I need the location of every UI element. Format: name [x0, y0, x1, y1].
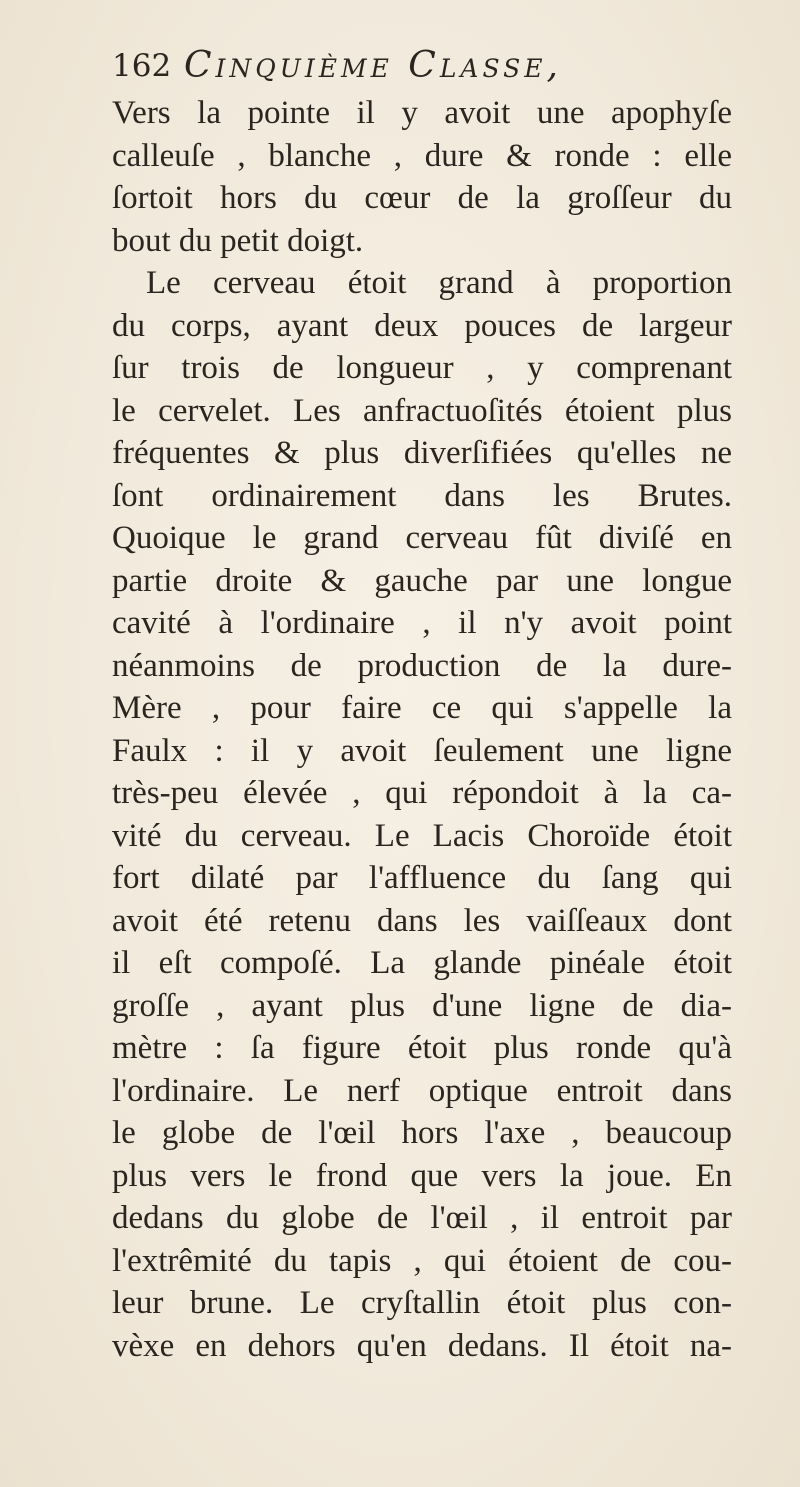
- text-line: il eſt compoſé. La glande pinéale étoit: [112, 945, 732, 981]
- text-line: fréquentes & plus diverſifiées qu'elles ne: [112, 435, 732, 471]
- text-line: vité du cerveau. Le Lacis Choroïde étoit: [112, 817, 732, 854]
- text-line: ſur trois de longueur , y comprenant: [112, 350, 732, 386]
- text-line: mètre : ſa figure étoit plus ronde qu'à: [112, 1030, 732, 1066]
- text-line: ſortoit hors du cœur de la groſſeur du: [112, 180, 732, 216]
- text-line: partie droite & gauche par une longue: [112, 562, 732, 599]
- text-line: Quoique le grand cerveau fût diviſé en: [112, 520, 732, 556]
- body-text: [112, 92, 732, 1367]
- text-line: l'extrêmité du tapis , qui étoient de cou-: [112, 1242, 732, 1279]
- text-line: groſſe , ayant plus d'une ligne de dia-: [112, 987, 732, 1024]
- text-line: avoit été retenu dans les vaiſſeaux dont: [112, 902, 732, 939]
- text-line: néanmoins de production de la dure-: [112, 647, 732, 684]
- text-line: le cervelet. Les anfractuoſités étoient plus: [112, 392, 732, 429]
- text-line: Faulx : il y avoit ſeulement une ligne: [112, 732, 732, 769]
- text-line: dedans du globe de l'œil , il entroit par: [112, 1200, 732, 1236]
- text-line: leur brune. Le cryſtallin étoit plus con-: [112, 1285, 732, 1321]
- text-line: Vers la pointe il y avoit une apophyſe: [112, 95, 732, 131]
- text-line: cavité à l'ordinaire , il n'y avoit point: [112, 605, 732, 641]
- page-number: 162: [112, 48, 172, 84]
- text-line: plus vers le frond que vers la joue. En: [112, 1157, 732, 1194]
- text-line: du corps, ayant deux pouces de largeur: [112, 307, 732, 344]
- text-line: Le cerveau étoit grand à proportion: [146, 265, 732, 301]
- text-line: Mère , pour faire ce qui s'appelle la: [112, 690, 732, 726]
- text-line: l'ordinaire. Le nerf optique entroit dans: [112, 1072, 732, 1109]
- text-line: fort dilaté par l'affluence du ſang qui: [112, 860, 732, 896]
- text-line: très-peu élevée , qui répondoit à la ca-: [112, 775, 732, 811]
- text-line: le globe de l'œil hors l'axe , beaucoup: [112, 1115, 732, 1151]
- text-line: bout du petit doigt.: [112, 222, 364, 259]
- text-line: vèxe en dehors qu'en dedans. Il étoit na-: [112, 1327, 732, 1364]
- running-head: Cinquième Classe,: [184, 45, 562, 86]
- text-line: ſont ordinairement dans les Brutes.: [112, 477, 732, 514]
- text-line: calleuſe , blanche , dure & ronde : elle: [112, 137, 732, 174]
- page-header: [112, 42, 732, 90]
